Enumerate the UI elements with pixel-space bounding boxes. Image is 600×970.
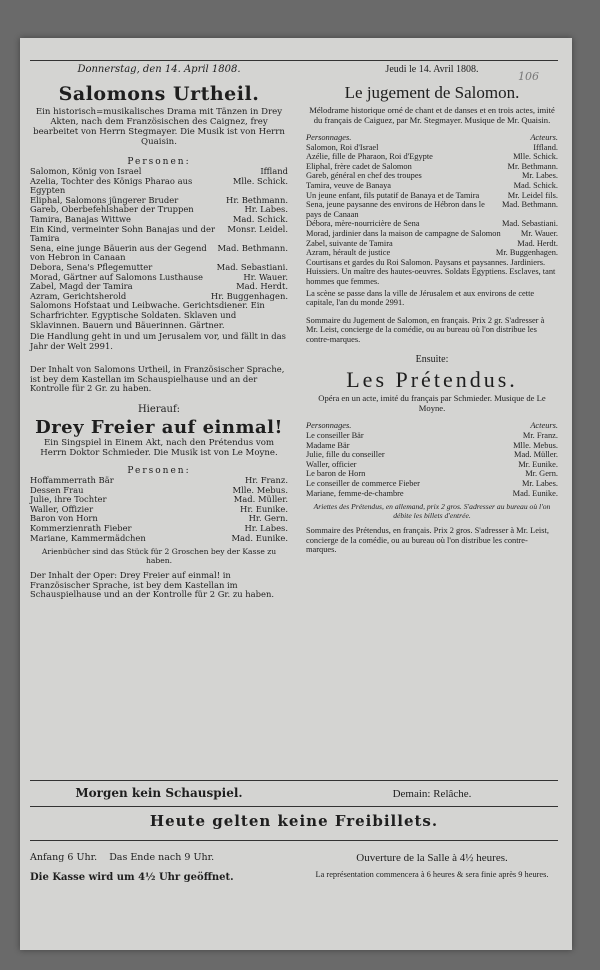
cast2-list-fr [306, 431, 558, 498]
cast2-de-role: Baron von Horn [30, 513, 98, 524]
cast2-fr-role: Le conseiller Bär [306, 431, 364, 441]
cast-de-role: Gareb, Oberbefehlshaber der Truppen [30, 204, 194, 215]
arien-note-de: Arienbücher sind das Stück für 2 Groschen bey der Kasse zu haben. [41, 547, 277, 566]
title2-de: Drey Freier auf einmal! [35, 417, 283, 439]
cast2-de-actor: Mlle. Mebus. [232, 484, 288, 495]
cast-de-role: Tamira, Banajas Wittwe [30, 213, 131, 224]
cast2-heading-left-fr: Personnages. [306, 421, 352, 431]
cast-fr-row [306, 162, 558, 172]
archive-number: 106 [518, 70, 539, 83]
subtitle-de: Ein historisch=musikalisches Drama mit Tänzen in Drey Akten, nach dem Französischen des Caignez, frey bearbeitet von Herrn Stegmayer. Die Musik ist von Herrn Quaisin. [33, 107, 285, 147]
cast2-heading-de: Personen: [127, 466, 191, 477]
setting-de: Die Handlung geht in und um Jerusalem vor, und fällt in das Jahr der Welt 2991. [30, 331, 286, 351]
cast2-de-actor: Hr. Franz. [245, 475, 288, 486]
cast2-heading-right-fr: Acteurs. [530, 421, 558, 431]
footer-rule-2 [30, 806, 558, 807]
cast-de-role: Eliphal, Salomons jüngerer Bruder [30, 194, 179, 205]
summary-note2-de: Der Inhalt der Oper: Drey Freier auf einmal! in Französischer Sprache, ist bey dem Kastellan im Schauspielhause und an der Kontrolle für 2 Gr. zu haben. [30, 570, 275, 600]
cast-fr-role: Azélie, fille de Pharaon, Roi d'Egypte [306, 152, 433, 162]
cast-de-actor: Hr. Labes. [244, 204, 288, 215]
footer-rule-1 [30, 780, 558, 781]
representation-fr: La représentation commencera à 6 heures & sera finie après 9 heures. [315, 870, 549, 879]
cast-de-actor: Mlle. Schick. [232, 175, 288, 186]
cast-fr-actor: Mlle. Schick. [513, 152, 558, 162]
cast-fr-actor: Mad. Herdt. [517, 238, 558, 248]
cast-fr-actor: Mad. Bethmann. [501, 200, 558, 210]
cast-fr-row [306, 143, 558, 153]
cast-heading-left-fr: Personnages. [306, 133, 352, 142]
cast2-fr-role: Julie, fille du conseiller [306, 450, 385, 460]
cast2-fr-role: Madame Bär [306, 440, 350, 450]
tomorrow-fr: Demain: Relâche. [392, 788, 472, 800]
cast-de-role: Sena, eine junge Bäuerin aus der Gegend von Hebron in Canaan [30, 242, 207, 263]
cast2-list-de [30, 476, 288, 543]
summary-note-fr: Sommaire du Jugement de Salomon, en français. Prix 2 gr. S'adresser à Mr. Leist, concierge de la comédie, ou au bureau où l'on distribue les contre-marques. [306, 315, 545, 344]
top-rule [30, 60, 558, 61]
setting-fr: La scène se passe dans la ville de Jérusalem et aux environs de cette capitale, l'an du monde 2991. [306, 288, 535, 308]
cast-de-row [30, 225, 288, 244]
cast2-fr-actor: Mad. Eunike. [512, 488, 558, 498]
cast2-heading-fr [306, 421, 558, 431]
cast-extra-de: Salomons Hofstaat und Leibwache. Gerichtsdiener. Ein Scharfrichter. Egyptische Soldaten. Sklaven und Sklavinnen. Bauern und Bäuerinnen. Gärtner. [30, 300, 265, 330]
french-column [306, 64, 558, 555]
cast-heading-right-fr: Acteurs. [530, 133, 558, 142]
title-fr: Le jugement de Salomon. [344, 83, 520, 102]
cast-de-role: Zabel, Magd der Tamira [30, 281, 133, 292]
cast-de-role: Morad, Gärtner auf Salomons Lusthause [30, 271, 203, 282]
cast-de-role: Salomon, König von Israel [30, 166, 142, 176]
cast-heading-fr [306, 133, 558, 143]
cast-fr-row [306, 248, 558, 258]
cast-fr-actor: Mad. Schick. [513, 180, 558, 190]
cast-de-actor: Mad. Sebastiani. [216, 261, 288, 272]
cast-fr-actor: Mr. Bethmann. [507, 161, 558, 171]
cast-fr-row [306, 239, 558, 249]
cast-de-role: Ein Kind, vermeinter Sohn Banajas und der Tamira [30, 223, 215, 244]
cast-fr-actor: Mr. Leidel fils. [507, 190, 558, 200]
cast-de-actor: Mad. Bethmann. [217, 242, 288, 253]
cast2-fr-actor: Mr. Franz. [522, 431, 558, 441]
cast-fr-actor: Mad. Sebastiani. [501, 219, 558, 229]
cast2-fr-actor: Mr. Labes. [521, 479, 558, 489]
cast-fr-role: Débora, mère-nourricière de Sena [306, 219, 420, 229]
cast2-de-actor: Mad. Eunike. [231, 532, 288, 543]
footer-rule-3 [30, 840, 558, 841]
tomorrow-de: Morgen kein Schauspiel. [75, 786, 243, 800]
cast-de-actor: Iffland [260, 166, 288, 176]
ouverture-fr: Ouverture de la Salle à 4½ heures. [356, 852, 508, 864]
cast2-de-role: Dessen Frau [30, 484, 84, 495]
cast-fr-role: Salomon, Roi d'Israel [306, 142, 379, 152]
cast2-fr-row [306, 441, 558, 451]
cast2-fr-row [306, 489, 558, 499]
cast-fr-row [306, 181, 558, 191]
title-de: Salomons Urtheil. [58, 83, 260, 105]
subtitle2-fr: Opéra en un acte, imité du français par Schmieder. Musique de Le Moyne. [318, 393, 546, 414]
title2-fr: Les Prétendus. [346, 367, 518, 393]
cast-fr-role: Azram, hérault de justice [306, 248, 391, 258]
cast-fr-role: Sena, jeune paysanne des environs de Hébron dans le pays de Canaan [306, 200, 485, 219]
cast-heading-de: Personen: [127, 157, 191, 167]
cast-list-fr [306, 143, 558, 258]
date-fr: Jeudi le 14. Avril 1808. [385, 64, 479, 75]
cast-de-actor: Hr. Bethmann. [226, 194, 288, 205]
summary-note-de: Der Inhalt von Salomons Urtheil, in Französischer Sprache, ist bey dem Kastellan im Schauspielhause und an der Kontrolle für 2 Gr. zu haben. [30, 364, 285, 394]
cast2-fr-role: Le baron de Horn [306, 469, 366, 479]
cast-fr-role: Zabel, suivante de Tamira [306, 238, 393, 248]
cast-de-actor: Hr. Wauer. [243, 271, 288, 282]
cast2-de-role: Mariane, Kammermädchen [30, 532, 146, 543]
cast-fr-row [306, 229, 558, 239]
arien-note-fr: Ariettes des Prétendus, en allemand, prix 2 gros. S'adresser au bureau où l'on débite les billets d'entrée. [313, 502, 551, 521]
subtitle2-de: Ein Singspiel in Einem Akt, nach den Prétendus vom Herrn Doktor Schmieder. Die Musik ist von Le Moyne. [40, 438, 278, 459]
then-fr: Ensuite: [415, 354, 449, 366]
cast2-de-row [30, 534, 288, 544]
kasse-de: Die Kasse wird um 4½ Uhr geöffnet. [30, 872, 234, 883]
cast2-fr-row [306, 431, 558, 441]
cast2-fr-role: Le conseiller de commerce Fieber [306, 479, 420, 489]
cast2-fr-role: Waller, officier [306, 459, 357, 469]
cast-fr-role: Tamira, veuve de Banaya [306, 180, 391, 190]
freibillets-notice: Heute gelten keine Freibillets. [149, 812, 439, 830]
cast2-de-actor: Mad. Müller. [233, 494, 288, 505]
cast-de-row [30, 244, 288, 263]
cast-fr-role: Gareb, général en chef des troupes [306, 171, 422, 181]
times-de [30, 852, 288, 863]
end-time-de: Das Ende nach 9 Uhr. [109, 852, 215, 863]
cast-fr-actor: Mr. Labes. [521, 171, 558, 181]
cast2-fr-actor: Mad. Müller. [514, 450, 558, 460]
cast-fr-row [306, 219, 558, 229]
cast-de-role: Azram, Gerichtsherold [30, 290, 127, 301]
cast-fr-row [306, 200, 558, 219]
start-time-de: Anfang 6 Uhr. [30, 852, 98, 863]
cast-fr-row [306, 191, 558, 201]
cast2-fr-role: Mariane, femme-de-chambre [306, 488, 404, 498]
cast-de-actor: Hr. Buggenhagen. [210, 290, 288, 301]
cast-fr-role: Un jeune enfant, fils putatif de Banaya et de Tamira [306, 190, 480, 200]
cast-de-row [30, 177, 288, 196]
subtitle-fr: Mélodrame historique orné de chant et de danses et en trois actes, imité du français de Caiguez, par Mr. Stegmayer. Musique de Mr. Quaisin. [309, 105, 555, 125]
cast2-de-actor: Hr. Gern. [248, 513, 288, 524]
cast-list-de [30, 167, 288, 301]
cast-extra-fr: Courtisans et gardes du Roi Salomon. Paysans et paysannes. Jardiniers. Huissiers. Un maître des hautes-oeuvres. Soldats Egyptiens. Esclaves, tant hommes que femmes. [306, 257, 556, 286]
cast-de-actor: Mad. Herdt. [236, 281, 288, 292]
cast2-de-role: Julie, ihre Tochter [30, 494, 107, 505]
cast2-fr-actor: Mlle. Mebus. [513, 440, 558, 450]
cast2-fr-row [306, 460, 558, 470]
cast-de-actor: Monsr. Leidel. [227, 223, 288, 234]
date-de: Donnerstag, den 14. April 1808. [77, 64, 241, 75]
cast2-de-actor: Hr. Labes. [244, 523, 288, 534]
cast2-fr-row [306, 469, 558, 479]
cast2-fr-actor: Mr. Gern. [525, 469, 558, 479]
cast2-fr-row [306, 479, 558, 489]
cast-fr-actor: Mr. Wauer. [520, 228, 558, 238]
cast-fr-row [306, 171, 558, 181]
cast-fr-actor: Mr. Buggenhagen. [495, 248, 558, 258]
summary-note2-fr: Sommaire des Prétendus, en français. Prix 2 gros. S'adresser à Mr. Leist, concierge de la comédie, ou au bureau où l'on distribue les contre-marques. [306, 526, 549, 555]
cast2-de-role: Kommerzienrath Fieber [30, 523, 132, 534]
cast2-de-role: Hoffammerrath Bär [30, 475, 114, 486]
cast-fr-actor: Iffland. [533, 142, 558, 152]
cast2-fr-actor: Mr. Eunike. [518, 459, 558, 469]
cast2-de-actor: Hr. Eunike. [240, 503, 288, 514]
cast-de-actor: Mad. Schick. [232, 213, 288, 224]
cast2-de-role: Waller, Offizier [30, 503, 94, 514]
german-column [30, 64, 288, 600]
cast-de-role: Debora, Sena's Pflegemutter [30, 261, 153, 272]
cast-fr-row [306, 152, 558, 162]
cast-de-role: Azelia, Tochter des Königs Pharao aus Egypten [30, 175, 193, 196]
cast-fr-role: Eliphal, frère cadet de Salomon [306, 161, 412, 171]
cast-fr-role: Morad, jardinier dans la maison de campagne de Salomon [306, 228, 501, 238]
then-de: Hierauf: [137, 404, 181, 416]
cast2-fr-row [306, 450, 558, 460]
